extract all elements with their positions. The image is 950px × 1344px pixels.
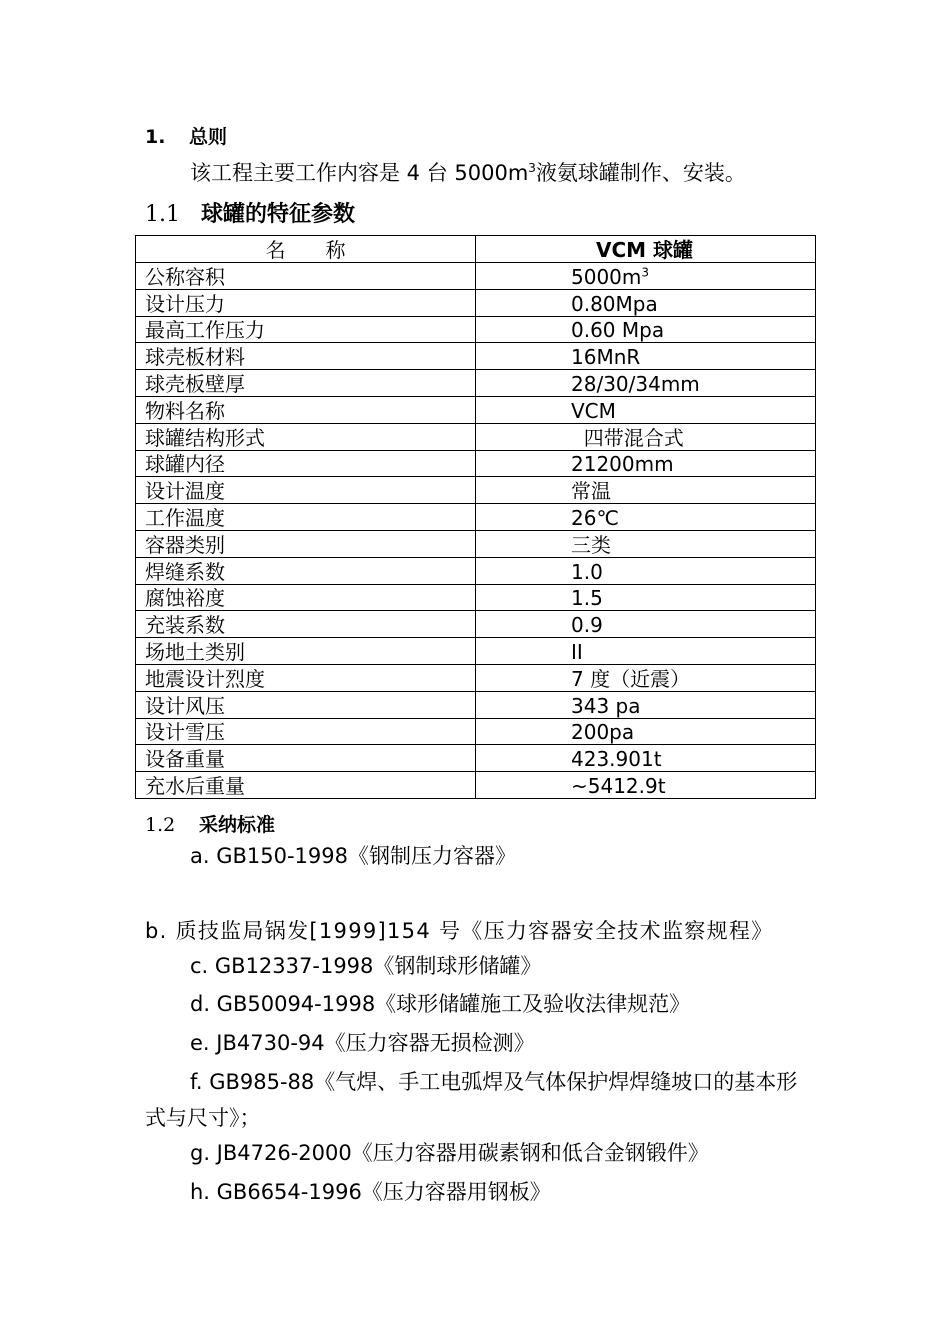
param-value-cell — [476, 772, 816, 799]
param-value-cell — [476, 664, 816, 691]
section-1-number: 1. — [145, 126, 166, 148]
param-name-cell: 球罐内径 — [136, 450, 476, 477]
table-row — [136, 638, 816, 665]
table-row — [136, 450, 816, 477]
param-value-cell — [476, 557, 816, 584]
param-value-cell — [476, 611, 816, 638]
param-name-cell: 容器类别 — [136, 530, 476, 557]
param-name-cell: 球罐结构形式 — [136, 423, 476, 450]
section-1-1-title: 球罐的特征参数 — [201, 202, 356, 227]
param-name-cell: 腐蚀裕度 — [136, 584, 476, 611]
param-value: 1.0 — [571, 559, 603, 584]
param-name-cell: 物料名称 — [136, 396, 476, 423]
param-value: 16MnR — [571, 345, 641, 370]
intro-text-after: 液氨球罐制作、安装。 — [535, 161, 746, 185]
table-row — [136, 718, 816, 745]
param-value: VCM — [571, 398, 616, 423]
standard-item-f: f. GB985-88《气焊、手工电弧焊及气体保护焊焊缝坡口的基本形式与尺寸》； — [145, 1070, 798, 1130]
param-name-cell: 公称容积 — [136, 263, 476, 290]
param-value-cell — [476, 530, 816, 557]
param-value: ~5412.9t — [571, 773, 666, 798]
standard-item-a: a. GB150-1998《钢制压力容器》 — [190, 844, 517, 868]
table-row — [136, 584, 816, 611]
header-name-cell: 名 称 — [136, 236, 476, 263]
param-name-cell: 充装系数 — [136, 611, 476, 638]
param-value-cell — [476, 638, 816, 665]
param-value-cell — [476, 343, 816, 370]
standard-item-d: d. GB50094-1998《球形储罐施工及验收法律规范》 — [190, 992, 691, 1016]
param-value: 5000m — [571, 264, 642, 289]
section-1-1-number: 1.1 — [145, 202, 180, 227]
section-1-intro — [190, 157, 746, 187]
param-value: 200pa — [571, 720, 635, 745]
param-name-cell: 设计温度 — [136, 477, 476, 504]
param-value: 26℃ — [571, 505, 619, 530]
param-value: 7 度（近震） — [571, 666, 691, 691]
param-value: II — [571, 639, 583, 664]
param-value: 343 pa — [571, 693, 641, 718]
param-value-cell — [476, 316, 816, 343]
param-name-cell: 球壳板壁厚 — [136, 370, 476, 397]
param-value: 1.5 — [571, 586, 603, 611]
table-row — [136, 691, 816, 718]
param-value-cell — [476, 263, 816, 290]
table-row — [136, 343, 816, 370]
param-value-cell — [476, 450, 816, 477]
parameters-table — [135, 235, 816, 799]
param-value: 0.80Mpa — [571, 291, 658, 316]
section-1-1-heading — [145, 197, 355, 228]
param-name-cell: 设备重量 — [136, 745, 476, 772]
section-1-2-heading — [145, 810, 275, 837]
table-row — [136, 370, 816, 397]
table-row — [136, 423, 816, 450]
param-name-cell: 焊缝系数 — [136, 557, 476, 584]
intro-superscript: 3 — [528, 161, 536, 175]
param-name-cell: 设计雪压 — [136, 718, 476, 745]
param-name-cell: 设计压力 — [136, 289, 476, 316]
header-value-cell: VCM 球罐 — [476, 236, 816, 263]
param-value: 常温 — [571, 479, 611, 504]
param-value: 21200mm — [571, 452, 674, 477]
param-name-cell: 场地土类别 — [136, 638, 476, 665]
param-value: 三类 — [571, 532, 611, 557]
param-value: 四带混合式 — [571, 425, 684, 450]
param-value: 423.901t — [571, 747, 662, 772]
standard-item-b: b. 质技监局锅发[1999]154 号《压力容器安全技术监察规程》 — [145, 919, 774, 943]
standard-item-c: c. GB12337-1998《钢制球形储罐》 — [190, 954, 542, 978]
table-row — [136, 745, 816, 772]
table-row — [136, 557, 816, 584]
param-name-cell: 最高工作压力 — [136, 316, 476, 343]
table-row — [136, 396, 816, 423]
table-row — [136, 504, 816, 531]
param-name-cell: 工作温度 — [136, 504, 476, 531]
intro-text-before: 该工程主要工作内容是 4 台 5000m — [190, 161, 529, 185]
section-1-heading — [145, 122, 227, 149]
param-value-cell — [476, 477, 816, 504]
section-1-title: 总则 — [189, 126, 228, 148]
param-value: 28/30/34mm — [571, 371, 700, 396]
param-name-cell: 充水后重量 — [136, 772, 476, 799]
param-value-cell — [476, 691, 816, 718]
table-row — [136, 664, 816, 691]
standard-item-h: h. GB6654-1996《压力容器用钢板》 — [190, 1180, 551, 1204]
param-value-cell — [476, 504, 816, 531]
param-value-cell — [476, 423, 816, 450]
standard-item-e: e. JB4730-94《压力容器无损检测》 — [190, 1031, 535, 1055]
table-row — [136, 289, 816, 316]
table-row — [136, 772, 816, 799]
table-row — [136, 477, 816, 504]
table-row — [136, 530, 816, 557]
param-value-cell — [476, 289, 816, 316]
param-name-cell: 地震设计烈度 — [136, 664, 476, 691]
standard-item-g: g. JB4726-2000《压力容器用碳素钢和低合金钢锻件》 — [190, 1141, 709, 1165]
param-value-cell — [476, 718, 816, 745]
param-value: 0.9 — [571, 613, 603, 638]
section-1-2-title: 采纳标准 — [199, 814, 276, 836]
table-row — [136, 316, 816, 343]
param-value-cell — [476, 584, 816, 611]
param-name-cell: 设计风压 — [136, 691, 476, 718]
table-header-row — [136, 236, 816, 263]
param-name-cell: 球壳板材料 — [136, 343, 476, 370]
param-value: 0.60 Mpa — [571, 318, 665, 343]
param-value-cell — [476, 370, 816, 397]
table-row — [136, 263, 816, 290]
table-row — [136, 611, 816, 638]
section-1-2-number: 1.2 — [145, 814, 176, 836]
param-value-cell — [476, 396, 816, 423]
param-value-superscript: 3 — [641, 265, 650, 280]
param-value-cell — [476, 745, 816, 772]
